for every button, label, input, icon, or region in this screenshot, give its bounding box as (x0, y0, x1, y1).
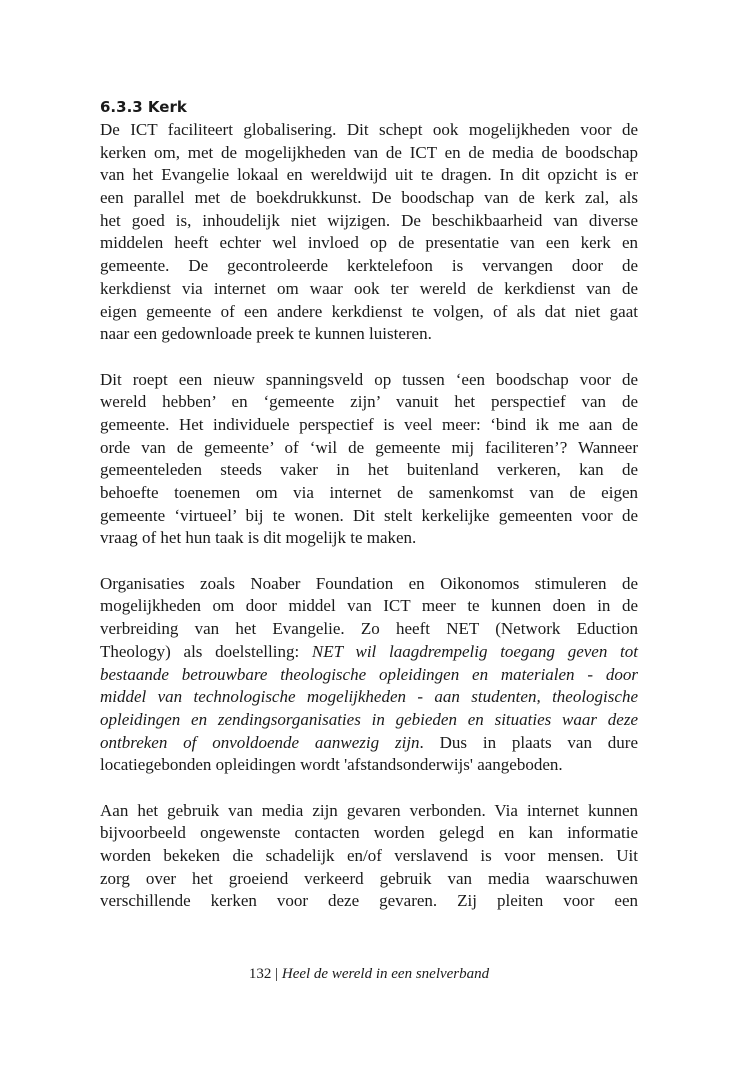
page-body (100, 96, 638, 936)
text-line (100, 868, 638, 891)
page-number: 132 (248, 966, 272, 982)
book-title: Heel de wereld in een snelverband (281, 966, 490, 982)
text-line (100, 187, 638, 210)
text-segment: het goed is, inhoudelijk niet wijzigen. De beschikbaarheid van diverse (100, 210, 638, 230)
paragraph (100, 800, 638, 913)
text-segment: een parallel met de boekdrukkunst. De boodschap van de kerk zal, als (100, 188, 638, 208)
text-segment: van het Evangelie lokaal en wereldwijd uit te dragen. In dit opzicht is er (100, 165, 638, 185)
text-segment: orde van de gemeente’ of ‘wil de gemeente mij faciliteren’? Wanneer (100, 437, 638, 457)
text-segment: zorg over het groeiend verkeerd gebruik van media waarschuwen (100, 868, 638, 888)
paragraph (100, 119, 638, 346)
text-segment: verbreiding van het Evangelie. Zo heeft NET (Network Eduction (100, 619, 638, 639)
text-segment: gemeente. De gecontroleerde kerktelefoon is vervangen door de (100, 256, 638, 276)
text-line (100, 301, 638, 324)
text-line (100, 255, 638, 278)
text-segment: kerken om, met de mogelijkheden van de ICT en de media de boodschap (100, 142, 638, 162)
footer-separator: | (275, 966, 279, 982)
paragraph (100, 369, 638, 551)
text-segment: verschillende kerken voor deze gevaren. Zij pleiten voor een (100, 891, 638, 911)
text-segment: Dit roept een nieuw spanningsveld op tussen ‘een boodschap voor de (100, 369, 638, 389)
text-line (100, 323, 638, 346)
text-line (100, 527, 638, 550)
text-line (100, 664, 638, 687)
italic-text: bestaande betrouwbare theologische opleidingen en materialen - door (100, 664, 638, 684)
text-line (100, 822, 638, 845)
text-line (100, 641, 638, 664)
text-line (100, 732, 638, 755)
text-segment: gemeente. Het individuele perspectief is veel meer: ‘bind ik me aan de (100, 414, 638, 434)
text-segment: mogelijkheden om door middel van ICT meer te kunnen doen in de (100, 596, 638, 616)
italic-text: opleidingen en zendingsorganisaties in gebieden en situaties waar deze (100, 709, 638, 729)
text-line (100, 459, 638, 482)
italic-text: ontbreken of onvoldoende aanwezig zijn (100, 732, 420, 752)
page-footer (0, 966, 738, 983)
italic-text: NET wil laagdrempelig toegang geven tot (311, 641, 638, 661)
text-segment: locatiegebonden opleidingen wordt 'afstandsonderwijs' aangeboden. (100, 755, 563, 775)
text-line (100, 278, 638, 301)
text-segment: middelen heeft echter wel invloed op de presentatie van een kerk en (100, 233, 638, 253)
text-line (100, 845, 638, 868)
text-line (100, 164, 638, 187)
text-segment: De ICT faciliteert globalisering. Dit schept ook mogelijkheden voor de (100, 120, 638, 139)
text-segment: worden bekeken die schadelijk en/of verslavend is voor mensen. Uit (100, 846, 638, 865)
text-segment: gemeenteleden steeds vaker in het buitenland verkeren, kan de (100, 460, 638, 480)
italic-text: middel van technologische mogelijkheden - aan studenten, theologische (100, 687, 638, 707)
text-line (100, 754, 638, 777)
text-segment: kerkdienst via internet om waar ook ter wereld de kerkdienst van de (100, 278, 638, 298)
text-line (100, 686, 638, 709)
text-line (100, 369, 638, 392)
text-line (100, 414, 638, 437)
text-line (100, 595, 638, 618)
text-segment: . Dus in plaats van dure (419, 732, 638, 752)
text-line (100, 800, 638, 823)
body-text (100, 119, 638, 913)
text-line (100, 482, 638, 505)
paragraph (100, 573, 638, 777)
text-segment: Theology) als doelstelling: (100, 641, 312, 661)
text-segment: gemeente ‘virtueel’ bij te wonen. Dit stelt kerkelijke gemeenten voor de (100, 505, 638, 525)
text-line (100, 890, 638, 913)
text-line (100, 232, 638, 255)
text-segment: behoefte toenemen om via internet de samenkomst van de eigen (100, 483, 638, 502)
text-segment: Organisaties zoals Noaber Foundation en Oikonomos stimuleren de (100, 573, 638, 593)
section-heading: 6.3.3 Kerk (100, 98, 187, 116)
text-segment: eigen gemeente of een andere kerkdienst te volgen, of als dat niet gaat (100, 301, 638, 321)
text-line (100, 709, 638, 732)
text-segment: wereld hebben’ en ‘gemeente zijn’ vanuit het perspectief van de (100, 392, 638, 412)
text-segment: naar een gedownloade preek te kunnen luisteren. (100, 324, 432, 344)
text-line (100, 505, 638, 528)
text-segment: vraag of het hun taak is dit mogelijk te maken. (100, 528, 417, 548)
text-line (100, 210, 638, 233)
text-line (100, 119, 638, 142)
text-line (100, 437, 638, 460)
text-line (100, 391, 638, 414)
text-line (100, 573, 638, 596)
text-line (100, 142, 638, 165)
text-line (100, 618, 638, 641)
text-segment: bijvoorbeeld ongewenste contacten worden gelegd en kan informatie (100, 823, 638, 843)
text-segment: Aan het gebruik van media zijn gevaren verbonden. Via internet kunnen (100, 800, 638, 820)
